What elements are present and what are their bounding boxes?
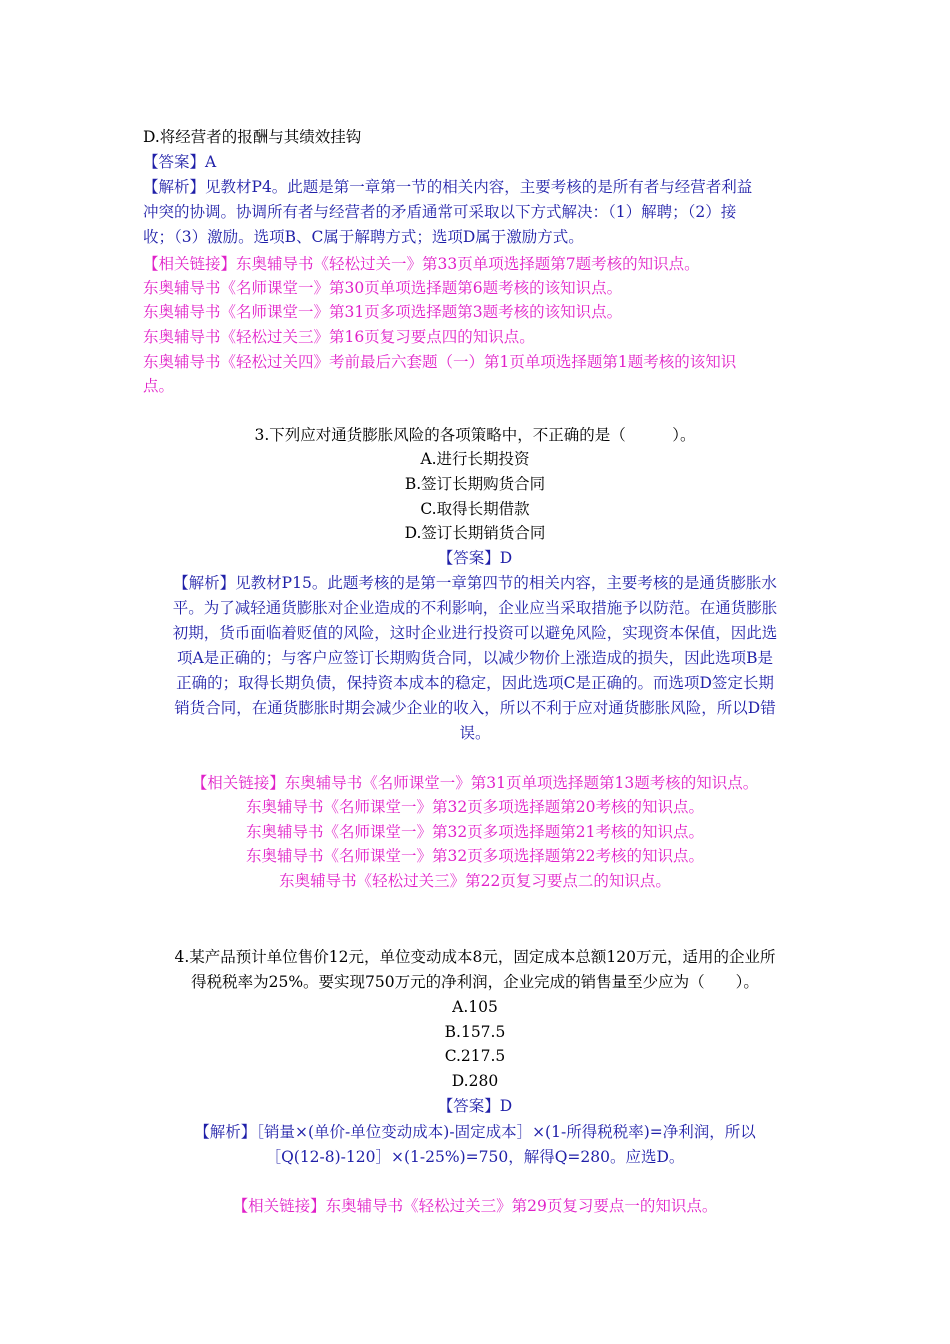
q4-option: A.105 <box>452 998 498 1016</box>
q2-analysis-text: 见教材P4。此题是第一章第一节的相关内容，主要考核的是所有者与经营者利益 <box>205 178 753 196</box>
q2-analysis-line: 收；（3）激励。选项B、C属于解聘方式；选项D属于激励方式。 <box>143 228 584 246</box>
q3-analysis-line: 正确的；取得长期负债，保持资本成本的稳定，因此选项C是正确的。而选项D签定长期 <box>176 674 774 692</box>
q2-answer-value: A <box>205 153 217 171</box>
q3-analysis-line <box>143 571 807 596</box>
q3-analysis-label: 【解析】 <box>173 574 236 592</box>
q4-analysis-label: 【解析】 <box>194 1123 257 1141</box>
q3-analysis-line: 初期，货币面临着贬值的风险，这时企业进行投资可以避免风险，实现资本保值，因此选 <box>172 624 778 642</box>
q4-analysis-line <box>143 1120 807 1145</box>
q2-related-link: 东奥辅导书《名师课堂一》第30页单项选择题第6题考核的该知识点。 <box>143 279 623 297</box>
q2-related-link: 东奥辅导书《名师课堂一》第31页多项选择题第3题考核的该知识点。 <box>143 303 623 321</box>
q2-analysis-line <box>143 175 752 200</box>
q4-option: B.157.5 <box>444 1023 506 1041</box>
q3-analysis-line: 项A是正确的；与客户应签订长期购货合同，以减少物价上涨造成的损失，因此选项B是 <box>176 649 774 667</box>
q4-analysis-text: ［销量×(单价-单位变动成本)-固定成本］×(1-所得税税率)=净利润，所以 <box>256 1123 756 1141</box>
q4-analysis-line: ［Q(12-8)-120］×(1-25%)=750，解得Q=280。应选D。 <box>265 1148 685 1166</box>
q2-related-link: 【相关链接】东奥辅导书《轻松过关一》第33页单项选择题第7题考核的知识点。 <box>143 255 700 273</box>
q2-related-link: 点。 <box>143 377 175 395</box>
q3-option: D.签订长期销货合同 <box>404 524 546 542</box>
q4-answer-value: D <box>499 1097 513 1115</box>
q2-analysis-line: 冲突的协调。协调所有者与经营者的矛盾通常可采取以下方式解决：（1）解聘；（2）接 <box>143 203 737 221</box>
q3-related-link: 【相关链接】东奥辅导书《名师课堂一》第31页单项选择题第13题考核的知识点。 <box>191 774 759 792</box>
q3-analysis-line: 销货合同，在通货膨胀时期会减少企业的收入，所以不利于应对通货膨胀风险，所以D错 <box>174 699 776 717</box>
q3-analysis-line: 误。 <box>459 724 491 742</box>
q3-stem: 3.下列应对通货膨胀风险的各项策略中，不正确的是（ ）。 <box>254 426 696 444</box>
q4-stem-line: 得税税率为25%。要实现750万元的净利润，企业完成的销售量至少应为（ ）。 <box>191 973 759 991</box>
q3-answer <box>143 546 807 571</box>
q2-answer-label: 【答案】 <box>143 153 206 171</box>
q4-option: D.280 <box>451 1072 499 1090</box>
q2-related-link: 东奥辅导书《轻松过关四》考前最后六套题（一）第1页单项选择题第1题考核的该知识 <box>143 353 737 371</box>
q3-answer-label: 【答案】 <box>437 549 500 567</box>
q2-analysis-label: 【解析】 <box>143 178 206 196</box>
q3-answer-value: D <box>499 549 513 567</box>
q3-option: B.签订长期购货合同 <box>404 475 546 493</box>
q2-related-link: 东奥辅导书《轻松过关三》第16页复习要点四的知识点。 <box>143 328 535 346</box>
q2-option-d: D.将经营者的报酬与其绩效挂钩 <box>143 128 362 146</box>
q3-analysis-line: 平。为了减轻通货膨胀对企业造成的不利影响，企业应当采取措施予以防范。在通货膨胀 <box>172 599 778 617</box>
q3-related-link: 东奥辅导书《名师课堂一》第32页多项选择题第22考核的知识点。 <box>246 847 704 865</box>
q4-answer <box>143 1094 807 1119</box>
q2-answer <box>143 150 216 175</box>
q3-related-link: 东奥辅导书《轻松过关三》第22页复习要点二的知识点。 <box>279 872 671 890</box>
q4-related-link: 【相关链接】东奥辅导书《轻松过关三》第29页复习要点一的知识点。 <box>232 1197 718 1215</box>
q3-option: C.取得长期借款 <box>420 500 530 518</box>
q3-related-link: 东奥辅导书《名师课堂一》第32页多项选择题第21考核的知识点。 <box>246 823 704 841</box>
q4-option: C.217.5 <box>444 1047 506 1065</box>
q3-option: A.进行长期投资 <box>420 450 530 468</box>
q4-answer-label: 【答案】 <box>437 1097 500 1115</box>
q4-stem-line: 4.某产品预计单位售价12元，单位变动成本8元，固定成本总额120万元，适用的企业所 <box>174 948 776 966</box>
q3-analysis-text: 见教材P15。此题考核的是第一章第四节的相关内容，主要考核的是通货膨胀水 <box>235 574 777 592</box>
q3-related-link: 东奥辅导书《名师课堂一》第32页多项选择题第20考核的知识点。 <box>246 798 704 816</box>
